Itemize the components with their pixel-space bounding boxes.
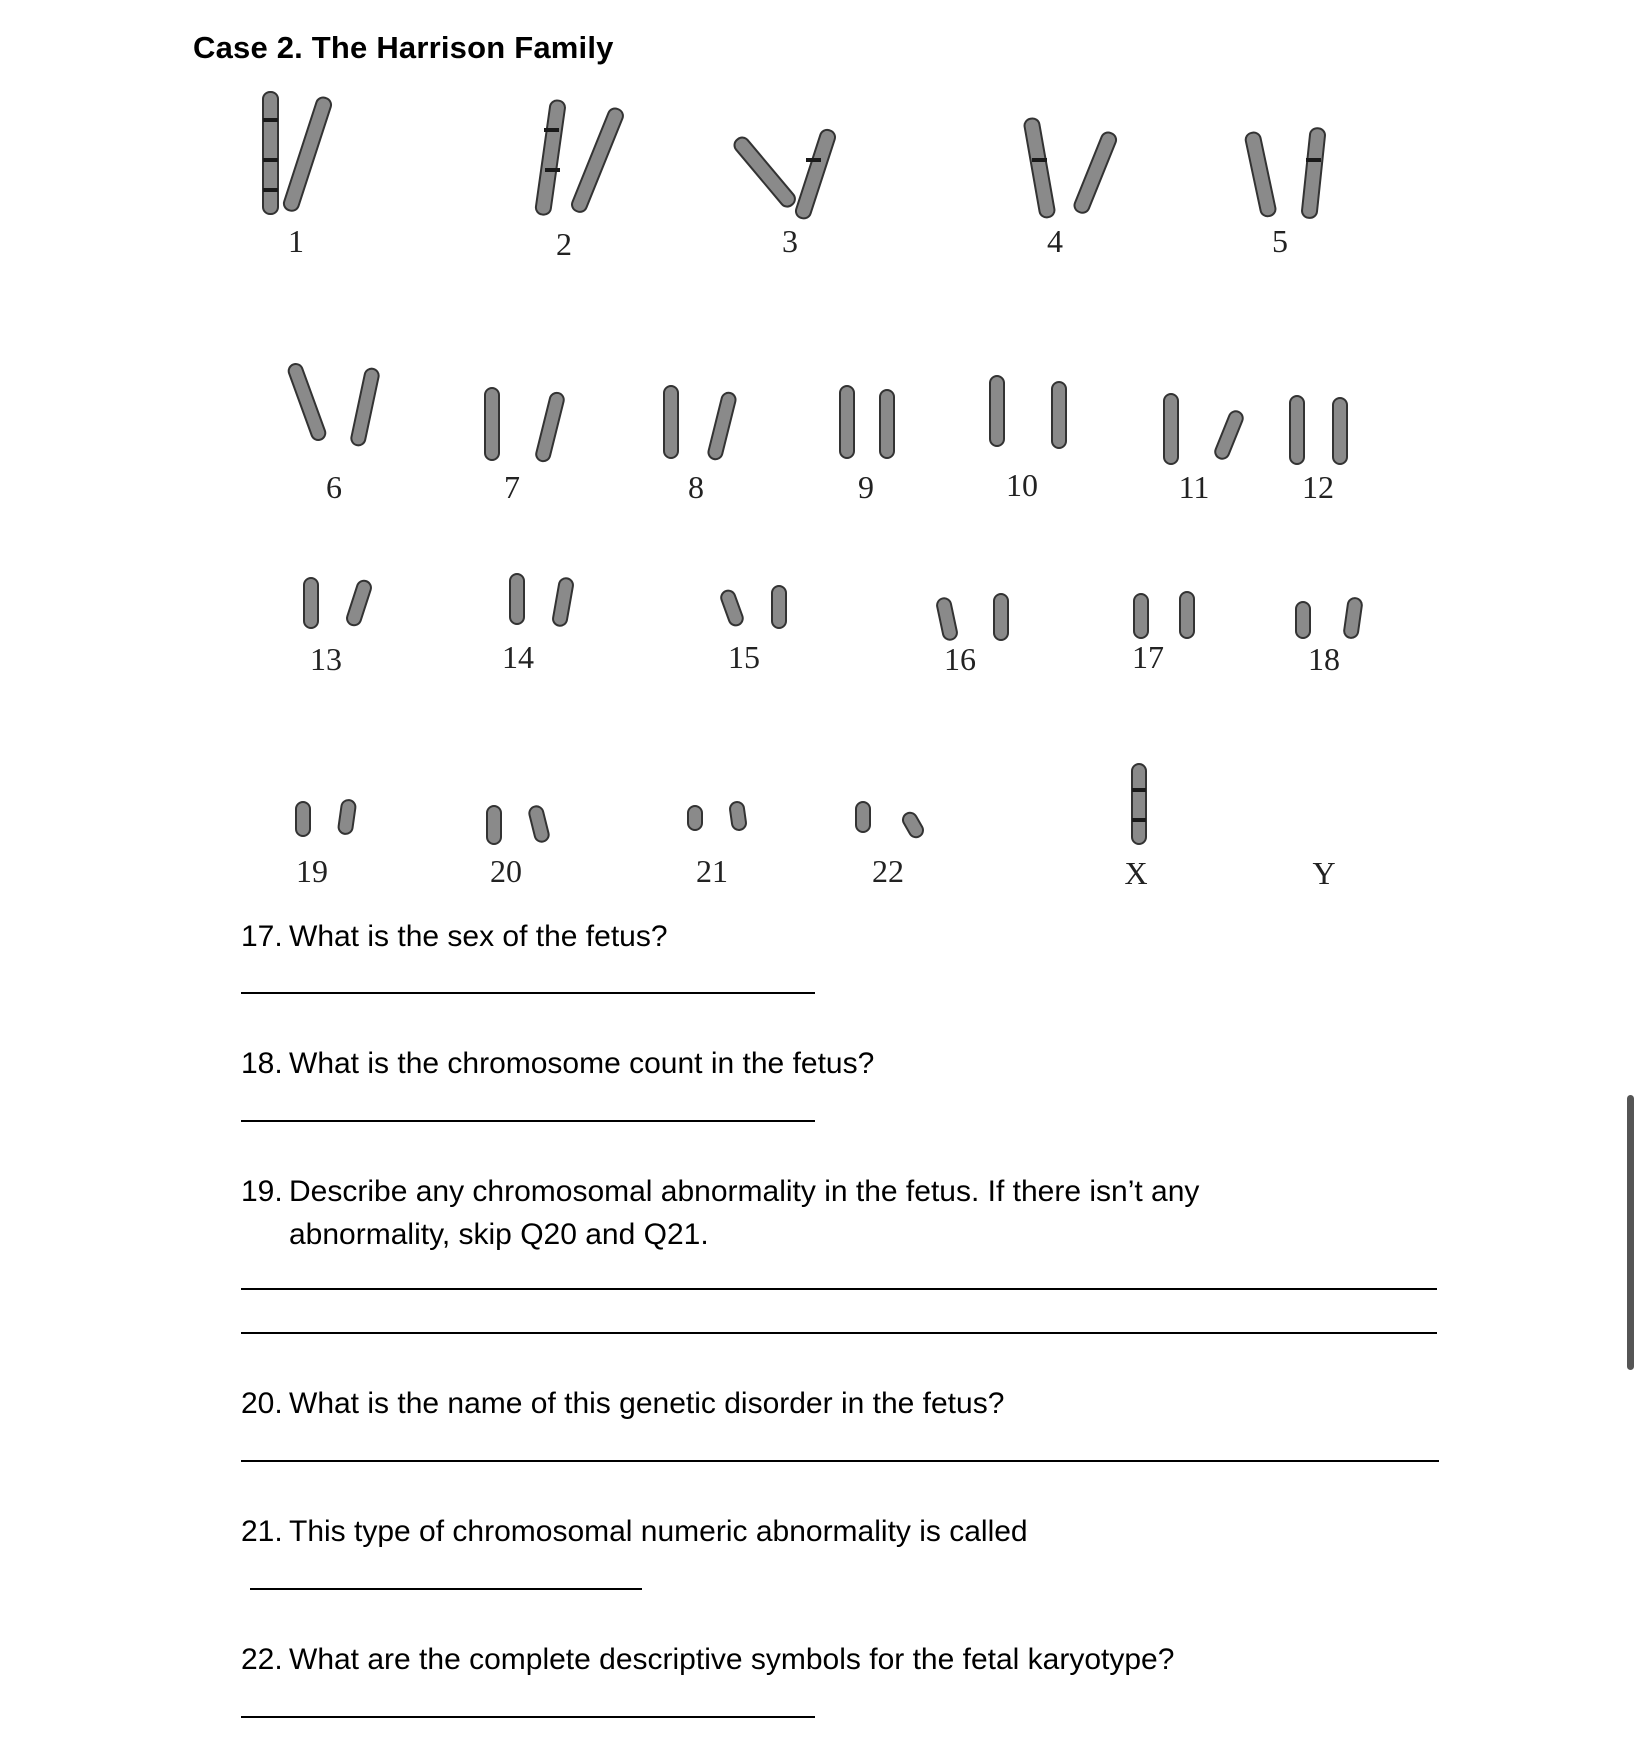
chromosome-pair-9 xyxy=(840,386,894,458)
chromosome-pair-15 xyxy=(719,586,786,628)
chromosome-pair-16 xyxy=(936,594,1008,641)
question-number: 20. xyxy=(241,1387,283,1420)
answer-line-17[interactable] xyxy=(241,992,815,994)
chromosome-pair-12 xyxy=(1290,396,1347,464)
chromosome-label-10: 10 xyxy=(1006,467,1038,503)
question-text: What are the complete descriptive symbols for the fetal karyotype? xyxy=(289,1643,1175,1676)
question-17 xyxy=(241,915,668,958)
chromosome-pair-10 xyxy=(990,376,1066,448)
answer-line-22[interactable] xyxy=(241,1716,815,1718)
chromosome-label-2: 2 xyxy=(556,226,572,262)
chromosome-label-16: 16 xyxy=(944,641,976,677)
chromosome-pair-8 xyxy=(664,386,737,461)
chromosome-label-21: 21 xyxy=(696,853,728,889)
chromosome-pair-1 xyxy=(263,92,333,214)
chromosome-pair-20 xyxy=(487,805,550,844)
question-text: What is the chromosome count in the fetus? xyxy=(289,1047,875,1080)
chromosome-pair-13 xyxy=(304,578,373,628)
question-text: Describe any chromosomal abnormality in the fetus. If there isn’t any abnormality, skip Q20 and Q21. xyxy=(289,1175,1200,1251)
answer-line-19b[interactable] xyxy=(241,1332,1437,1334)
chromosome-label-y: Y xyxy=(1312,855,1336,891)
question-number: 19. xyxy=(241,1175,283,1208)
chromosome-label-17: 17 xyxy=(1132,639,1164,675)
chromosome-pair-14 xyxy=(510,574,574,627)
question-text: What is the name of this genetic disorder in the fetus? xyxy=(289,1387,1005,1420)
chromosome-pair-11 xyxy=(1164,394,1245,464)
chromosome-label-12: 12 xyxy=(1302,469,1334,505)
question-number: 21. xyxy=(241,1515,283,1548)
chromosome-pair-3 xyxy=(732,128,837,220)
chromosome-label-8: 8 xyxy=(688,469,704,505)
chromosome-pair-18 xyxy=(1296,597,1363,639)
chromosome-pair-7 xyxy=(485,388,565,463)
answer-line-21[interactable] xyxy=(250,1588,642,1590)
question-text: What is the sex of the fetus? xyxy=(289,920,668,953)
chromosome-label-x: X xyxy=(1124,855,1148,891)
chromosome-pair-5 xyxy=(1244,128,1325,219)
question-number: 22. xyxy=(241,1643,283,1676)
chromosome-pair-2 xyxy=(535,100,625,216)
chromosome-label-7: 7 xyxy=(504,469,520,505)
question-21 xyxy=(241,1510,1028,1553)
chromosome-x xyxy=(1132,764,1146,844)
chromosome-label-11: 11 xyxy=(1178,469,1210,505)
chromosome-label-4: 4 xyxy=(1047,223,1063,259)
question-20 xyxy=(241,1382,1004,1425)
chromosome-label-9: 9 xyxy=(858,469,874,505)
question-number: 17. xyxy=(241,920,283,953)
chromosome-label-14: 14 xyxy=(502,639,534,675)
answer-line-18[interactable] xyxy=(241,1120,815,1122)
chromosome-pair-17 xyxy=(1134,592,1194,638)
question-text: This type of chromosomal numeric abnormality is called xyxy=(289,1515,1028,1548)
vertical-scrollbar[interactable] xyxy=(1627,1095,1634,1370)
chromosome-pair-21 xyxy=(688,801,747,831)
question-19 xyxy=(241,1170,1309,1256)
answer-line-19a[interactable] xyxy=(241,1288,1437,1290)
page-title: Case 2. The Harrison Family xyxy=(193,30,614,65)
chromosome-pair-6 xyxy=(287,362,380,447)
question-18 xyxy=(241,1042,874,1085)
answer-line-20[interactable] xyxy=(241,1460,1439,1462)
chromosome-label-15: 15 xyxy=(728,639,760,675)
chromosome-label-22: 22 xyxy=(872,853,904,889)
chromosome-label-13: 13 xyxy=(310,641,342,677)
chromosome-label-18: 18 xyxy=(1308,641,1340,677)
chromosome-pair-19 xyxy=(296,799,356,836)
chromosome-label-19: 19 xyxy=(296,853,328,889)
chromosome-pair-4 xyxy=(1023,117,1118,218)
chromosome-label-6: 6 xyxy=(326,469,342,505)
chromosome-pair-22 xyxy=(856,802,926,840)
chromosome-label-5: 5 xyxy=(1272,223,1288,259)
chromosome-label-3: 3 xyxy=(782,223,798,259)
chromosome-label-20: 20 xyxy=(490,853,522,889)
chromosome-label-1: 1 xyxy=(288,223,304,259)
question-number: 18. xyxy=(241,1047,283,1080)
question-22 xyxy=(241,1638,1174,1681)
